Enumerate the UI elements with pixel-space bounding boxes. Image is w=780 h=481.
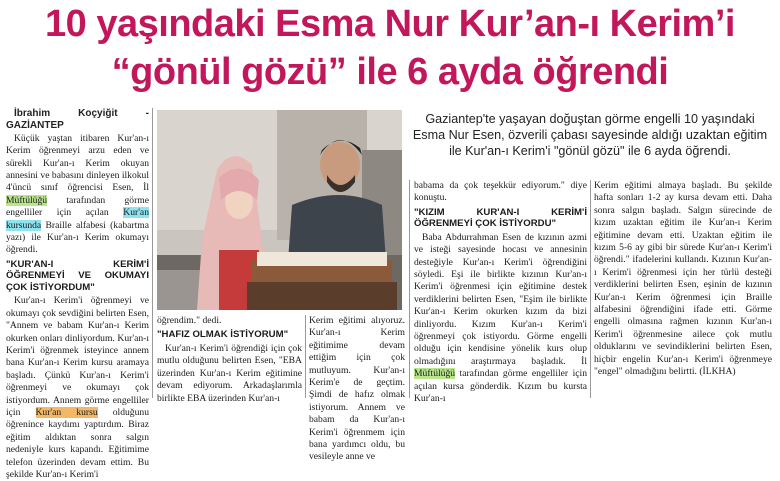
column-divider — [152, 108, 153, 398]
article-column-2 — [157, 315, 302, 405]
paragraph: Kur'an-ı Kerim'i öğrendiği için çok mutlu olduğunu belirten Esen, "EBA üzerinden Kur'an-ı Kerim eğitimine devam ediyorum. Arkadaşlarımla birlikte EBA üzerinden Kur'an-ı — [157, 342, 302, 404]
article-column-3 — [309, 315, 405, 464]
subheading: "HAFIZ OLMAK İSTİYORUM" — [157, 329, 289, 341]
subheading: "KIZIM KUR'AN-I KERİM'İ ÖĞRENMEYİ ÇOK İSTİYORDU" — [414, 206, 587, 230]
article-column-4 — [414, 180, 587, 406]
paragraph: Kur'an-ı Kerim'i öğrenmeyi ve okumayı çok sevdiğini belirten Esen, "Annem ve babam Kur'an-ı Kerim okurken onları dinliyordum. Kur'an-ı Kerim'i öğrenmek isteyince annem bana Kur'an-ı Kerim kursu aramaya başladı. Çünkü Kur'an-ı Kerim'i öğrenmeyi ve okumayı çok istiyordum. Annem görme engelliler için Kur'an kursu olduğunu öğrenince kaydımı yaptırdım. Biraz eğitim aldıktan sonra salgın nedeniyle kurs kapandı. Eğitimime telefon üzerinden devam ettim. Bu şekilde Kur'an-ı Kerim'i — [6, 295, 149, 481]
article-photo — [157, 110, 402, 310]
column-divider — [590, 180, 591, 398]
paragraph: öğrendim." dedi. — [157, 315, 222, 326]
highlight-mufti-2: Müftülüğü — [414, 368, 456, 380]
highlight-course-2: Kur'an kursu — [35, 407, 98, 419]
lead-paragraph: Gaziantep'te yaşayan doğuştan görme engelli 10 yaşındaki Esma Nur Esen, özverili çabası sayesinde aldığı uzaktan eğitim ile Kur'an-ı Kerim'i "gönül gözü" ile 6 ayda öğrendi. — [412, 112, 768, 158]
article-column-1 — [6, 108, 149, 481]
highlight-course: Kur'an kursunda — [6, 207, 149, 231]
highlight-mufti: Müftülüğü — [6, 194, 48, 206]
article-column-5 — [594, 180, 772, 379]
paragraph: Kerim eğitimi almaya başladı. Bu şekilde hafta sonları 1-2 ay kursa devam etti. Daha sonra salgın başladı. Salgın sürecinde de kızım uzaktan eğitim ile Kur'an-ı Kerim eğitimine devam etti. Uzaktan eğitim ile kızım 5-6 ay gibi bir sürede Kur'an-ı Kerim'i öğrendi." ifadelerini kullandı. Kızının Kur'an-ı Kerim'i öğrenmesi için her türlü desteği verdiklerini belirten Esen, eşinin de kızının Kur'an-ı Kerim öğrenmesi için Braille alfabesini öğrendiğini ifade etti. Görme engelli olmasına rağmen kızının Kur'an-ı Kerim'i öğrenmesine ailece çok mutlu olduklarını ve sevindiklerini belirten Esen, hiçbir engelin Kur'an-ı Kerim'i öğrenmeye "engel" olmadığını belirtti. (İLKHA) — [594, 180, 772, 378]
paragraph: Baba Abdurrahman Esen de kızının azmi ve isteği sayesinde hocası ve annesinin desteğiyle Kur'an-ı Kerim'i öğrendiğini söyledi. Eşi ile birlikte kızının Kur'an-ı Kerim'i öğrenmesi için eğitimine destek verdiklerini belirten Esen, "Eşim ile birlikte Kur'an-ı Kerim okurken kızım da bizi dinliyordu. Kızım Kur'an-ı Kerim'i öğrenmeyi çok istiyordu. Görme engelli olduğu için kendisine yönelik kurs olup olmadığını araştırmaya başladık. İl Müftülüğü tarafından görme engelliler için açılan kursa gönderdik. Kızım bu kursta Kur'an-ı — [414, 231, 587, 405]
paragraph: babama da çok teşekkür ediyorum." diye konuştu. — [414, 180, 587, 204]
subheading: "KUR'AN-I KERİM'İ ÖĞRENMEYİ VE OKUMAYI ÇOK İSTİYORDUM" — [6, 258, 149, 293]
column-divider — [409, 180, 410, 398]
headline-line-2: “gönül gözü” ile 6 ayda öğrendi — [111, 51, 669, 93]
paragraph: Kerim eğitimi alıyoruz. Kur'an-ı Kerim eğitimime devam ettiğim için çok mutluyum. Kur'an-ı Kerim'e de geçtim. Şimdi de hafız olmak istiyorum. Annem ve babam da Kur'an-ı Kerim'i öğrenmem için bana yardımcı oldu, bu vesileyle anne ve — [309, 315, 405, 463]
paragraph: Küçük yaştan itibaren Kur'an-ı Kerim öğrenmeyi arzu eden ve sürekli Kur'an-ı Kerim okuyan annesini ve babasını dinleyen ilkokul 4'üncü sınıf öğrencisi Esen, İl Müftülüğü tarafından görme engelliler için açılan Kur'an kursunda Braille alfabesi (kabartma yazı) ile Kur'an-ı Kerim okumayı öğrendi. — [6, 132, 149, 256]
byline: İbrahim Koçyiğit - GAZİANTEP — [6, 108, 149, 132]
headline-line-1: 10 yaşındaki Esma Nur Kur’an-ı Kerim’i — [45, 3, 735, 45]
column-divider — [305, 315, 306, 398]
photo-illustration — [157, 110, 402, 310]
